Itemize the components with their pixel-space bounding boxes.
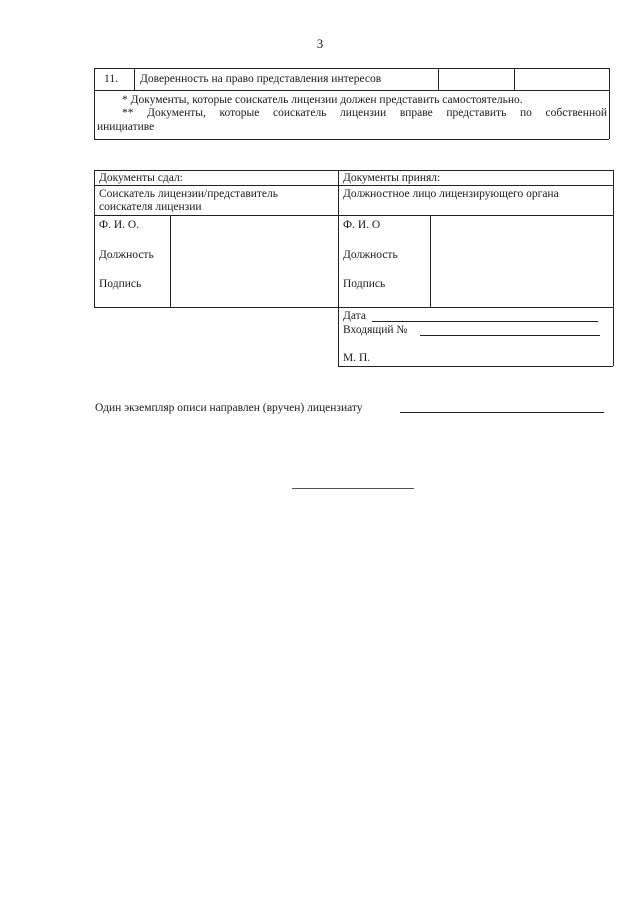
official-role: Должностное лицо лицензирующего органа [343,188,559,200]
date-label: Дата [343,310,366,322]
table-line [338,366,613,367]
applicant-fio-label: Ф. И. О. [99,219,140,231]
page-number: 3 [316,36,324,51]
applicant-signature-label: Подпись [99,278,142,290]
official-fio-label: Ф. И. О [343,219,381,231]
table-line [338,170,339,366]
row-number: 11. [104,73,118,85]
table-line [170,215,171,307]
note-optional-continued: инициативе [97,121,155,133]
received-header: Документы принял: [343,172,441,184]
applicant-role-line1: Соискатель лицензии/представитель [99,188,279,200]
note-optional: ** Документы, которые соискатель лицензии вправе представить по собственной [122,107,607,119]
end-separator [292,488,414,489]
table-line [430,215,431,307]
incoming-number-blank-line [420,335,600,336]
copy-sent-text: Один экземпляр описи направлен (вручен) лицензиату [95,402,363,414]
applicant-role-line2: соискателя лицензии [99,201,202,213]
note-required: * Документы, которые соискатель лицензии должен представить самостоятельно. [122,94,523,106]
table-line [94,185,613,186]
date-blank-line [372,321,598,322]
licensee-blank-line [400,412,604,413]
handed-over-header: Документы сдал: [99,172,183,184]
official-signature-label: Подпись [343,278,386,290]
incoming-number-label: Входящий № [343,324,408,336]
table-line [94,215,613,216]
official-position-label: Должность [343,249,398,261]
row-text: Доверенность на право представления интересов [140,73,382,85]
applicant-position-label: Должность [99,249,154,261]
stamp-label: М. П. [343,352,371,364]
table-line [613,170,614,366]
table-line [94,307,613,308]
handover-table [0,0,640,380]
table-line [94,170,95,307]
table-line [94,170,613,171]
